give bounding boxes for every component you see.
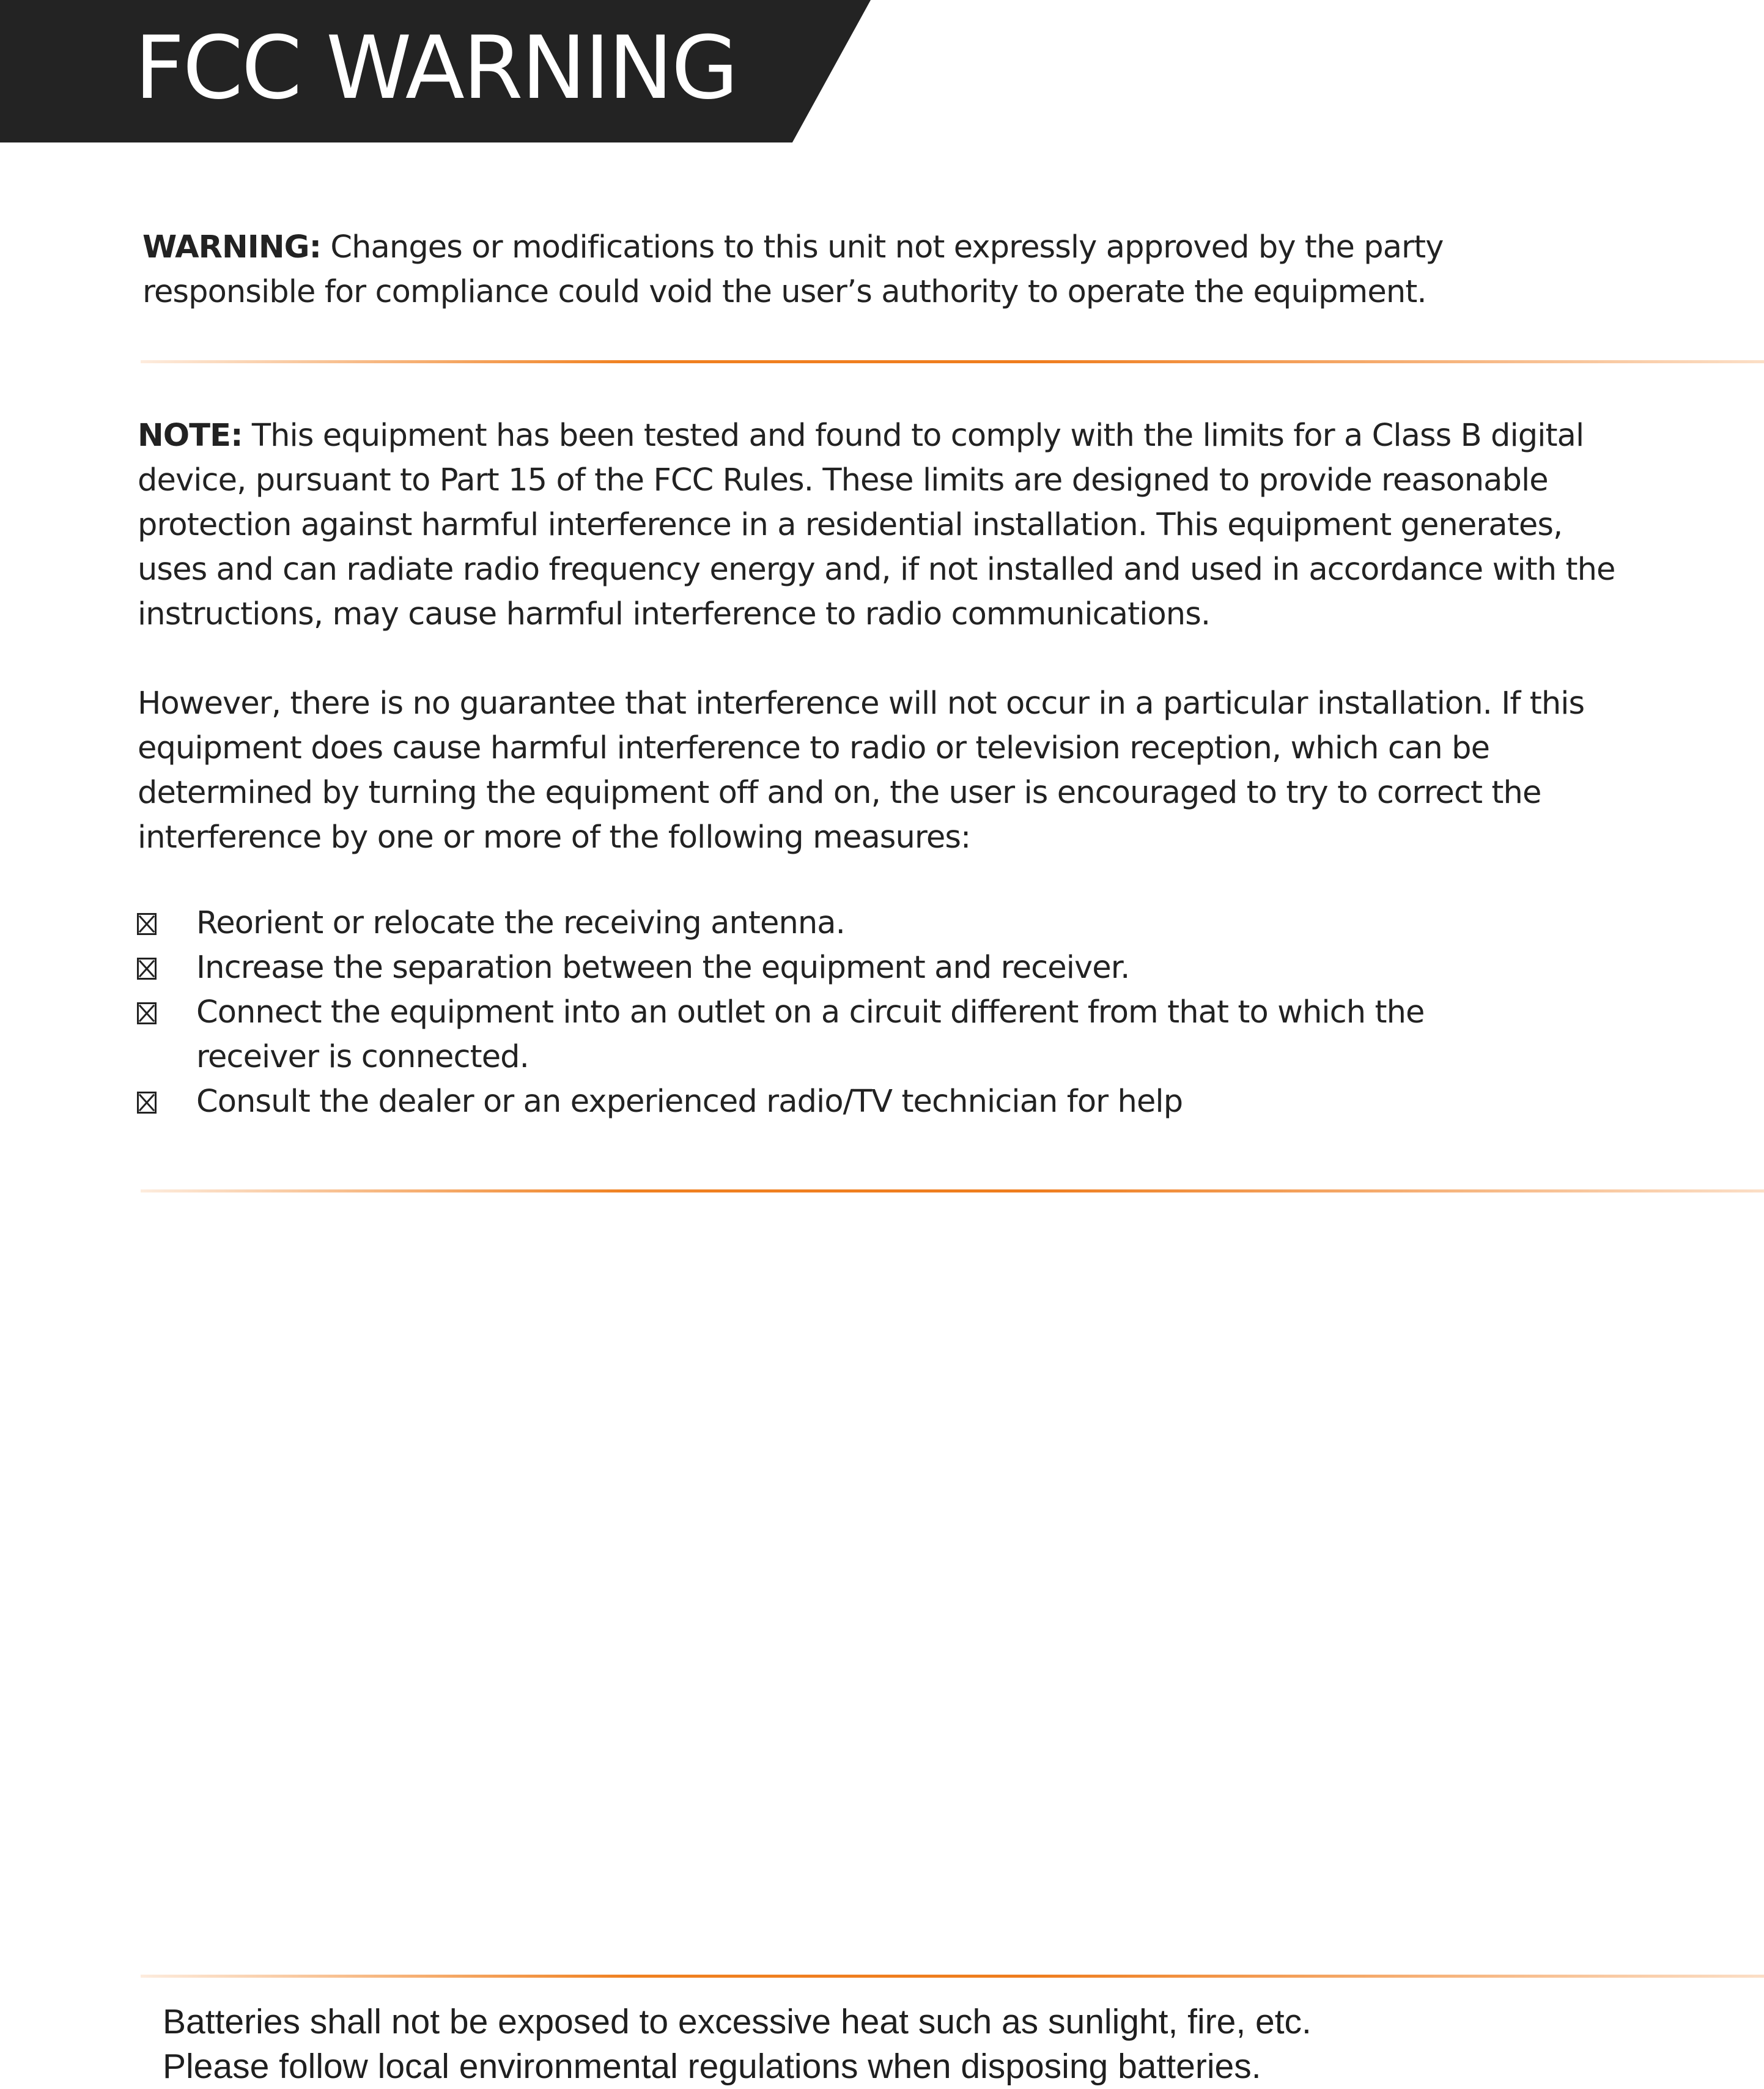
however-line-4: interference by one or more of the following measures:: [138, 819, 971, 856]
divider-middle: [141, 1189, 1764, 1192]
note-line-3: protection against harmful interference in a residential installation. This equipment generates,: [138, 507, 1563, 543]
note-line-4: uses and can radiate radio frequency energy and, if not installed and used in accordance with the: [138, 552, 1615, 588]
warning-line-1: Changes or modifications to this unit not expressly approved by the party: [330, 229, 1444, 265]
batteries-line-1: Batteries shall not be exposed to excessive heat such as sunlight, fire, etc.: [163, 2002, 1312, 2041]
however-line-1: However, there is no guarantee that interference will not occur in a particular installation. If this: [138, 686, 1585, 722]
measure-text: Reorient or relocate the receiving antenna.: [196, 905, 845, 941]
measure-text-block: [196, 990, 1425, 1079]
note-line-5: instructions, may cause harmful interference to radio communications.: [138, 596, 1211, 632]
note-line-2: device, pursuant to Part 15 of the FCC Rules. These limits are designed to provide reasonable: [138, 462, 1548, 498]
measure-text-continued: receiver is connected.: [196, 1039, 529, 1075]
warning-label: WARNING:: [142, 229, 322, 265]
missing-glyph-icon: [137, 1002, 157, 1024]
divider-bottom: [141, 1975, 1764, 1978]
note-paragraph: [138, 413, 1615, 637]
note-line-1: This equipment has been tested and found to comply with the limits for a Class B digital: [251, 418, 1584, 454]
page-title: FCC WARNING: [135, 18, 737, 119]
measure-text: Connect the equipment into an outlet on a circuit different from that to which the: [196, 994, 1425, 1030]
warning-paragraph: [142, 225, 1444, 314]
batteries-line-2: Please follow local environmental regulations when disposing batteries.: [163, 2047, 1261, 2086]
missing-glyph-icon: [137, 958, 157, 980]
missing-glyph-icon: [137, 1092, 157, 1114]
measure-text: Increase the separation between the equipment and receiver.: [196, 950, 1130, 986]
note-label: NOTE:: [138, 418, 243, 454]
warning-line-2: responsible for compliance could void the user’s authority to operate the equipment.: [142, 274, 1426, 310]
however-line-3: determined by turning the equipment off and on, the user is encouraged to try to correct the: [138, 775, 1541, 811]
divider-top: [141, 360, 1764, 363]
measure-text: Consult the dealer or an experienced radio/TV technician for help: [196, 1084, 1183, 1120]
missing-glyph-icon: [137, 913, 157, 935]
however-paragraph: [138, 681, 1584, 860]
batteries-note: [163, 2000, 1312, 2089]
however-line-2: equipment does cause harmful interference to radio or television reception, which can be: [138, 730, 1490, 766]
